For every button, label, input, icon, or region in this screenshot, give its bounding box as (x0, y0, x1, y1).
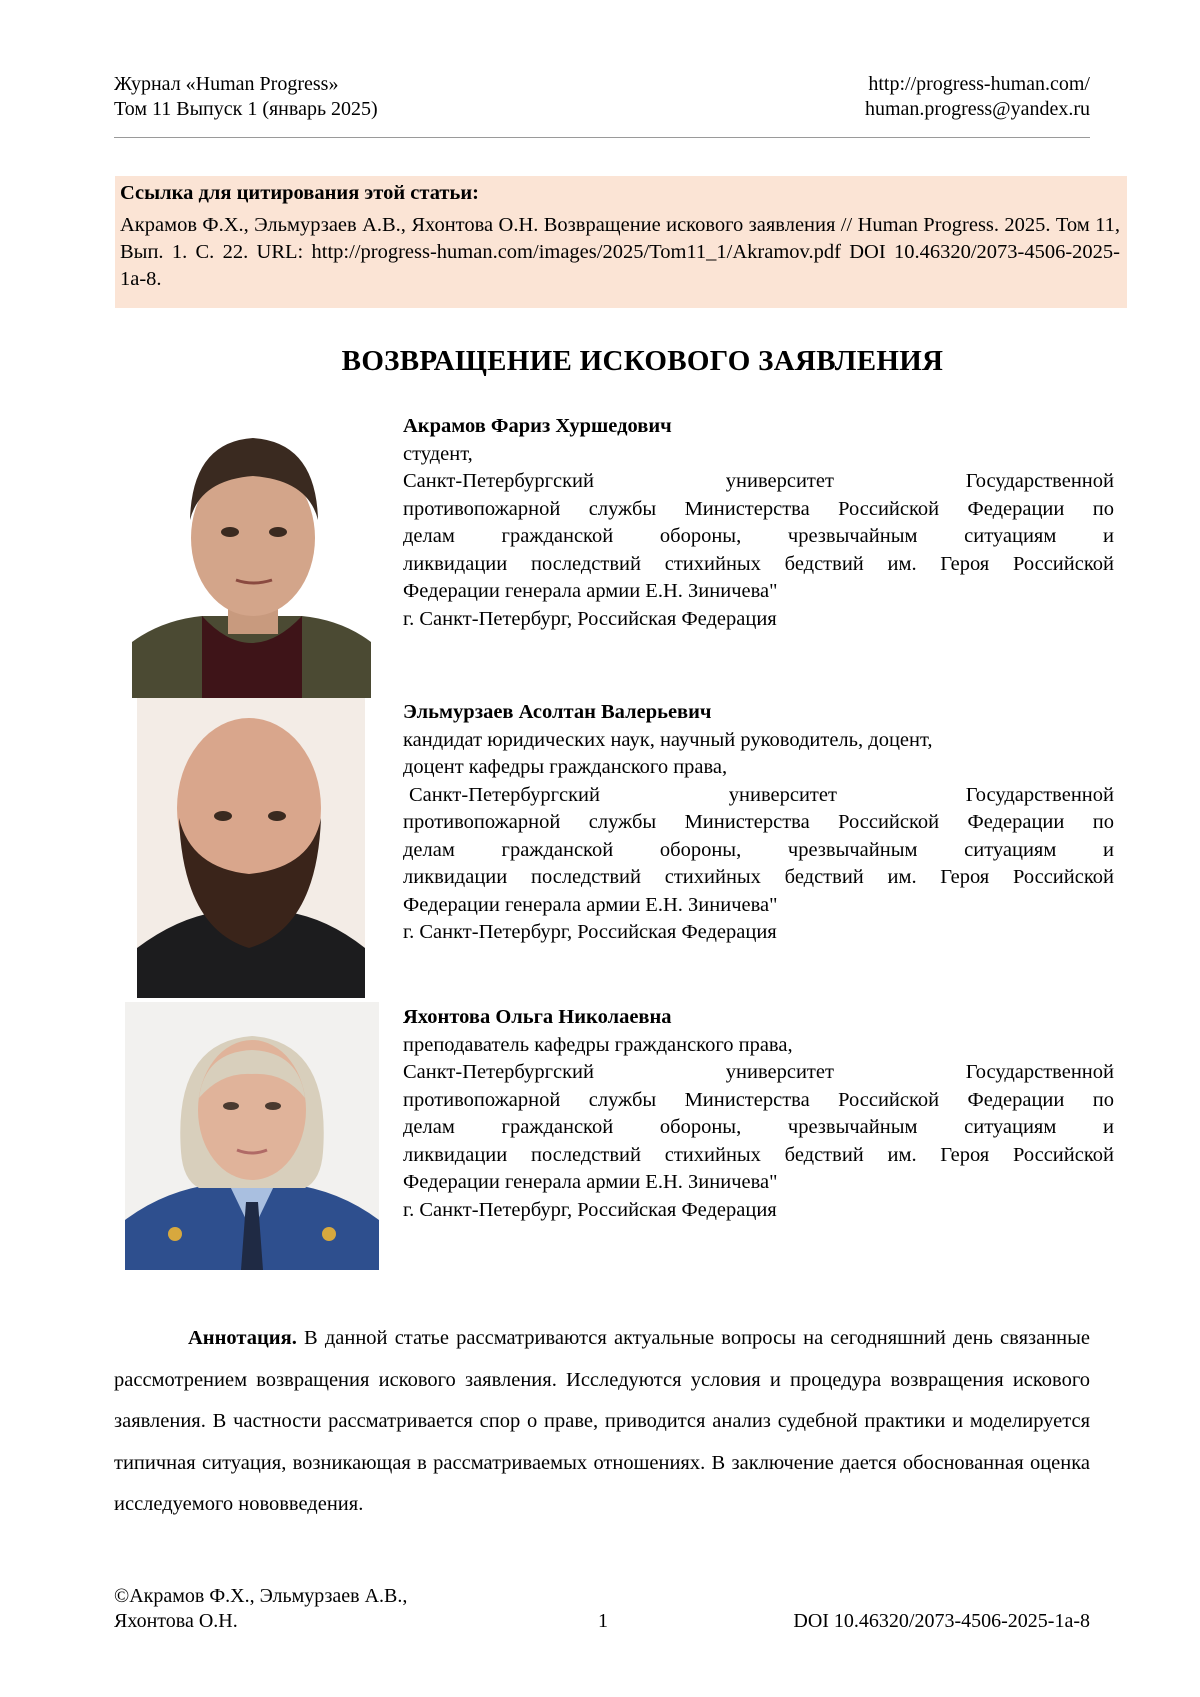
header-divider (114, 137, 1090, 138)
author-affiliation-line: противопожарной службы Министерства Российской Федерации по (403, 811, 1114, 833)
footer-doi: DOI 10.46320/2073-4506-2025-1a-8 (793, 1610, 1090, 1632)
author-block-akramov (403, 413, 1114, 633)
author-photo-yakhontova (125, 1002, 379, 1270)
journal-url[interactable]: http://progress-human.com/ (868, 73, 1090, 95)
author-affiliation-line: ликвидации последствий стихийных бедствий им. Героя Российской (403, 1143, 1114, 1166)
author-affiliation-line: делам гражданской обороны, чрезвычайным ситуациям и (403, 1116, 1114, 1138)
journal-issue: Том 11 Выпуск 1 (январь 2025) (114, 98, 378, 120)
page-number: 1 (598, 1610, 608, 1632)
author-name: Эльмурзаев Асолтан Валерьевич (403, 701, 712, 723)
author-role: доцент кафедры гражданского права, (403, 756, 728, 778)
author-affiliation-line: Санкт-Петербургский университет Государственной (409, 783, 1114, 806)
citation-text: Акрамов Ф.Х., Эльмурзаев А.В., Яхонтова О.Н. Возвращение искового заявления // Human Progress. 2025. Том 11, Вып. 1. С. 22. URL: http://progress-human.com/images/2025/Tom11_1/Akramov.pdf DOI 10.46320/2073-4506-2025-1a-8. (120, 214, 1120, 290)
abstract (114, 1318, 1090, 1526)
abstract-text: В данной статье рассматриваются актуальные вопросы на сегодняшний день связанные рассмотрением возвращения искового заявления. Исследуются условия и процедура возвращения искового заявления. В частности рассматривается спор о праве, приводится анализ судебной практики и моделируется типичная ситуация, возникающая в рассматриваемых отношениях. В заключение дается обоснованная оценка исследуемого нововведения. (114, 1327, 1091, 1515)
author-affiliation-line: противопожарной службы Министерства Российской Федерации по (403, 497, 1114, 520)
article-title: ВОЗВРАЩЕНИЕ ИСКОВОГО ЗАЯВЛЕНИЯ (341, 345, 944, 377)
author-role: кандидат юридических наук, научный руководитель, доцент, (403, 728, 933, 751)
page-header (114, 72, 1090, 122)
author-affiliation-line: делам гражданской обороны, чрезвычайным ситуациям и (403, 838, 1114, 861)
page-footer (114, 1584, 1090, 1634)
author-role: студент, (403, 442, 473, 465)
author-affiliation-line: ликвидации последствий стихийных бедствий им. Героя Российской (403, 866, 1114, 888)
author-role: преподаватель кафедры гражданского права, (403, 1033, 793, 1056)
journal-name: Журнал «Human Progress» (114, 73, 339, 95)
author-city: г. Санкт-Петербург, Российская Федерация (403, 921, 777, 943)
author-affiliation-line: ликвидации последствий стихийных бедствий им. Героя Российской (403, 552, 1114, 575)
abstract-label: Аннотация. (188, 1327, 297, 1349)
footer-copyright: ©Акрамов Ф.Х., Эльмурзаев А.В., (114, 1585, 408, 1607)
author-affiliation-line: Федерации генерала армии Е.Н. Зиничева" (403, 893, 778, 916)
author-affiliation-line: делам гражданской обороны, чрезвычайным ситуациям и (403, 525, 1114, 547)
author-photo-akramov (132, 420, 371, 698)
author-affiliation-line: Санкт-Петербургский университет Государственной (403, 1061, 1114, 1083)
author-photo-elmurzaev (137, 698, 365, 998)
author-affiliation-line: противопожарной службы Министерства Российской Федерации по (403, 1088, 1114, 1111)
author-name: Яхонтова Ольга Николаевна (403, 1006, 672, 1028)
journal-email[interactable]: human.progress@yandex.ru (864, 98, 1090, 120)
footer-copyright: Яхонтова О.Н. (114, 1610, 238, 1632)
author-affiliation-line: Санкт-Петербургский университет Государственной (403, 470, 1114, 492)
author-name: Акрамов Фариз Хуршедович (403, 415, 672, 437)
citation-box (115, 176, 1127, 308)
author-city: г. Санкт-Петербург, Российская Федерация (403, 607, 777, 630)
author-city: г. Санкт-Петербург, Российская Федерация (403, 1198, 777, 1221)
author-affiliation-line: Федерации генерала армии Е.Н. Зиничева" (403, 580, 778, 602)
author-block-yakhontova (403, 1004, 1114, 1224)
author-block-elmurzaev (403, 699, 1114, 947)
author-affiliation-line: Федерации генерала армии Е.Н. Зиничева" (403, 1171, 778, 1193)
citation-label: Ссылка для цитирования этой статьи: (120, 182, 479, 204)
